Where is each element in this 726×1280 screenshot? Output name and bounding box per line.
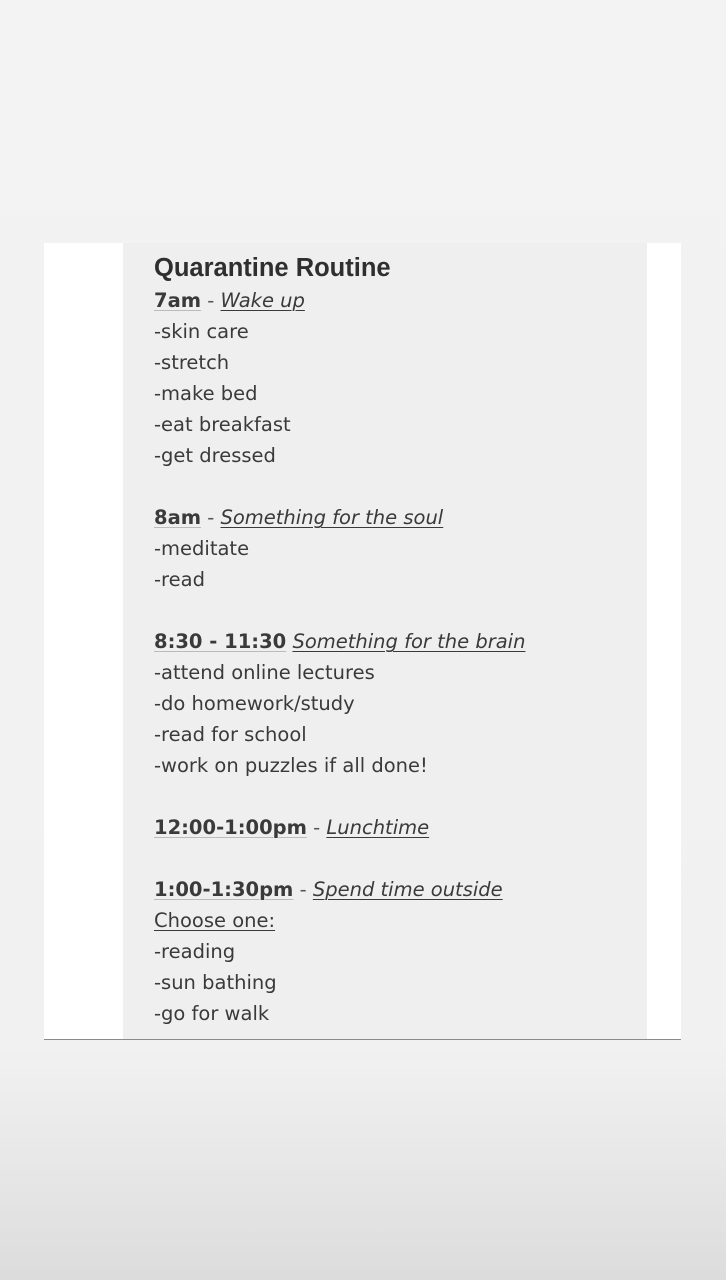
list-item: -read	[154, 568, 205, 591]
list-item: -work on puzzles if all done!	[154, 754, 428, 777]
list-item: -eat breakfast	[154, 413, 291, 436]
schedule-heading-lunch	[154, 812, 634, 843]
list-item: -make bed	[154, 382, 258, 405]
list-item: -go for walk	[154, 1002, 270, 1025]
schedule-time: 8am	[154, 506, 202, 529]
schedule-activity: Wake up	[220, 289, 305, 312]
schedule-heading-outside	[154, 874, 634, 905]
schedule-activity: Lunchtime	[326, 816, 430, 839]
schedule-heading-8am	[154, 502, 634, 533]
schedule-activity: Something for the soul	[220, 506, 444, 529]
list-item: -read for school	[154, 723, 307, 746]
choose-one-label	[154, 905, 634, 936]
schedule-separator: -	[201, 506, 221, 529]
routine-note-image	[123, 243, 647, 1039]
routine-title: Quarantine Routine	[154, 254, 391, 282]
list-item: -meditate	[154, 537, 250, 560]
schedule-separator: -	[201, 289, 221, 312]
schedule-heading-830	[154, 626, 634, 657]
schedule-separator: -	[306, 816, 327, 839]
list-item: -attend online lectures	[154, 661, 375, 684]
spacer	[154, 471, 634, 502]
schedule-time: 8:30 - 11:30	[154, 630, 287, 653]
list-item: -do homework/study	[154, 692, 355, 715]
list-item: -reading	[154, 940, 236, 963]
list-item: -stretch	[154, 351, 230, 374]
schedule-activity: Something for the brain	[292, 630, 526, 653]
schedule-time: 7am	[154, 289, 202, 312]
schedule-time: 1:00-1:30pm	[154, 878, 294, 901]
routine-content	[154, 251, 634, 1029]
story-frame	[44, 243, 681, 1040]
list-item: -get dressed	[154, 444, 276, 467]
schedule-heading-7am	[154, 285, 634, 316]
spacer	[154, 781, 634, 812]
choose-one-text: Choose one:	[154, 909, 276, 932]
schedule-time: 12:00-1:00pm	[154, 816, 307, 839]
list-item: -skin care	[154, 320, 249, 343]
spacer	[154, 595, 634, 626]
schedule-activity: Spend time outside	[312, 878, 503, 901]
list-item: -sun bathing	[154, 971, 277, 994]
schedule-separator: -	[293, 878, 313, 901]
spacer	[154, 843, 634, 874]
